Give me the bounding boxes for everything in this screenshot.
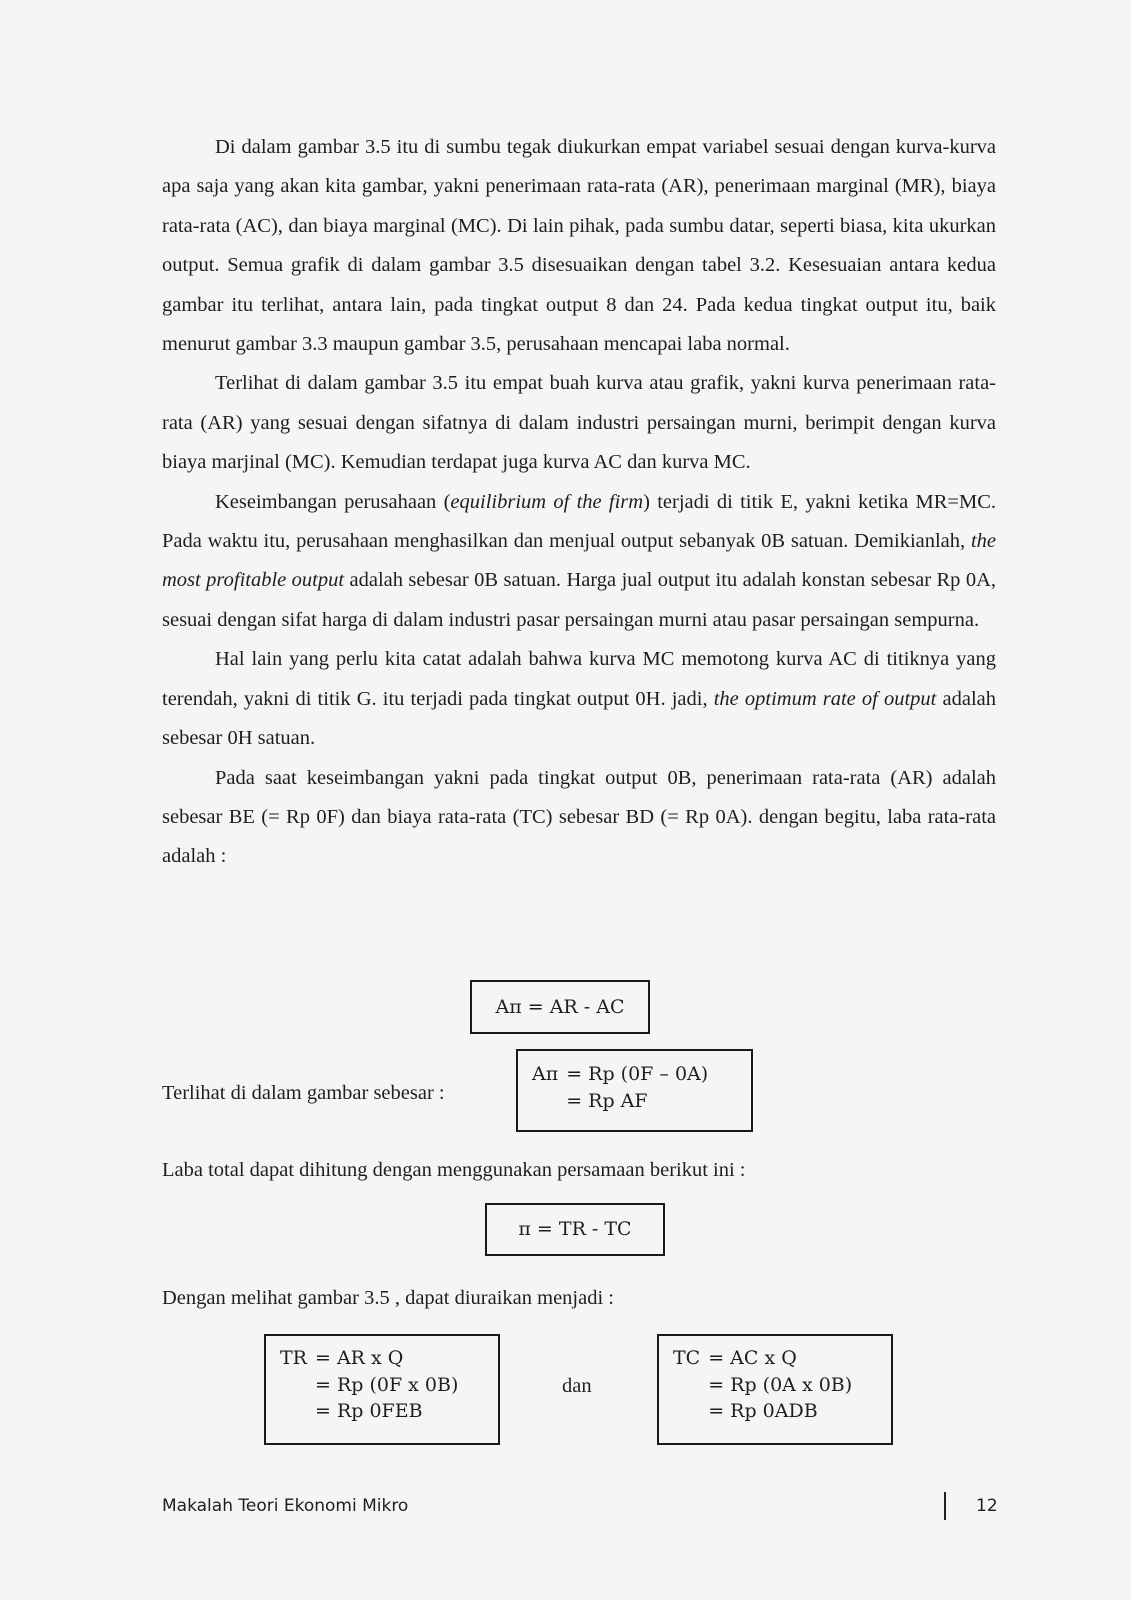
tr-line-3: = Rp 0FEB	[314, 1400, 423, 1422]
paragraph-3	[162, 483, 996, 641]
total-profit-label: Laba total dapat dihitung dengan menggunakan persamaan berikut ini :	[162, 1159, 746, 1181]
tc-lhs: TC	[673, 1347, 701, 1369]
seen-lhs: Aπ	[532, 1063, 559, 1085]
formula-table-tr	[280, 1345, 458, 1425]
page-number: 12	[976, 1496, 998, 1516]
paragraph-3-emphasis-1: equilibrium of the firm	[450, 490, 644, 513]
paragraph-3-part-a: Keseimbangan perusahaan (	[215, 490, 451, 513]
derive-label: Dengan melihat gambar 3.5 , dapat diuraikan menjadi :	[162, 1287, 614, 1309]
formula-average-profit: Aπ = AR - AC	[495, 995, 625, 1018]
paragraph-4-part-b: adalah sebesar 0H satuan.	[162, 687, 996, 750]
paragraph-3-emphasis-2: the most profitable output	[162, 530, 996, 592]
seen-label: Terlihat di dalam gambar sebesar :	[162, 1082, 445, 1104]
formula-box-total-profit	[485, 1203, 665, 1256]
paragraph-2: Terlihat di dalam gambar 3.5 itu empat buah kurva atau grafik, yakni kurva penerimaan rata-rata (AR) yang sesuai dengan sifatnya di dalam industri persaingan murni, berimpit dengan kurva biaya marjinal (MC). Kemudian terdapat juga kurva AC dan kurva MC.	[162, 372, 996, 474]
formula-box-seen	[516, 1049, 753, 1132]
tc-line-3: = Rp 0ADB	[708, 1400, 818, 1422]
formula-box-tr	[264, 1334, 500, 1445]
seen-line-2: = Rp AF	[566, 1089, 648, 1112]
footer-separator	[944, 1492, 946, 1520]
formula-total-profit: π = TR - TC	[518, 1218, 632, 1241]
tr-lhs: TR	[280, 1347, 307, 1369]
paragraph-5: Pada saat keseimbangan yakni pada tingkat output 0B, penerimaan rata-rata (AR) adalah sebesar BE (= Rp 0F) dan biaya rata-rata (TC) sebesar BD (= Rp 0A). dengan begitu, laba rata-rata adalah :	[162, 766, 996, 868]
formula-table-tc	[673, 1345, 852, 1425]
paragraph-4-emphasis: the optimum rate of output	[713, 687, 937, 710]
body-text	[162, 128, 996, 877]
tr-line-2: = Rp (0F x 0B)	[314, 1373, 459, 1396]
formula-box-tc	[657, 1334, 893, 1445]
paragraph-4	[162, 640, 996, 758]
paragraph-1: Di dalam gambar 3.5 itu di sumbu tegak diukurkan empat variabel sesuai dengan kurva-kurva apa saja yang akan kita gambar, yakni penerimaan rata-rata (AR), penerimaan marginal (MR), biaya rata-rata (AC), dan biaya marginal (MC). Di lain pihak, pada sumbu datar, seperti biasa, kita ukurkan output. Semua grafik di dalam gambar 3.5 disesuaikan dengan tabel 3.2. Kesesuaian antara kedua gambar itu terlihat, antara lain, pada tingkat output 8 dan 24. Pada kedua tingkat output itu, baik menurut gambar 3.3 maupun gambar 3.5, perusahaan mencapai laba normal.	[162, 136, 996, 356]
and-word: dan	[562, 1375, 592, 1397]
tr-line-1: = AR x Q	[314, 1347, 404, 1369]
footer-title: Makalah Teori Ekonomi Mikro	[162, 1496, 409, 1516]
paragraph-3-part-c: adalah sebesar 0B satuan. Harga jual output itu adalah konstan sebesar Rp 0A, sesuai dengan sifat harga di dalam industri pasar persaingan murni atau pasar persaingan sempurna.	[162, 569, 997, 631]
seen-line-1: = Rp (0F – 0A)	[566, 1063, 709, 1085]
tc-line-2: = Rp (0A x 0B)	[708, 1373, 853, 1396]
formula-table-seen	[532, 1061, 708, 1114]
paragraph-4-part-a: Hal lain yang perlu kita catat adalah bahwa kurva MC memotong kurva AC di titiknya yang terendah, yakni di titik G. itu terjadi pada tingkat output 0H. jadi,	[162, 648, 996, 710]
tc-line-1: = AC x Q	[708, 1347, 797, 1369]
paragraph-3-part-b: ) terjadi di titik E, yakni ketika MR=MC. Pada waktu itu, perusahaan menghasilkan dan menjual output sebanyak 0B satuan. Demikianlah,	[162, 490, 996, 553]
formula-box-average-profit	[470, 980, 650, 1034]
